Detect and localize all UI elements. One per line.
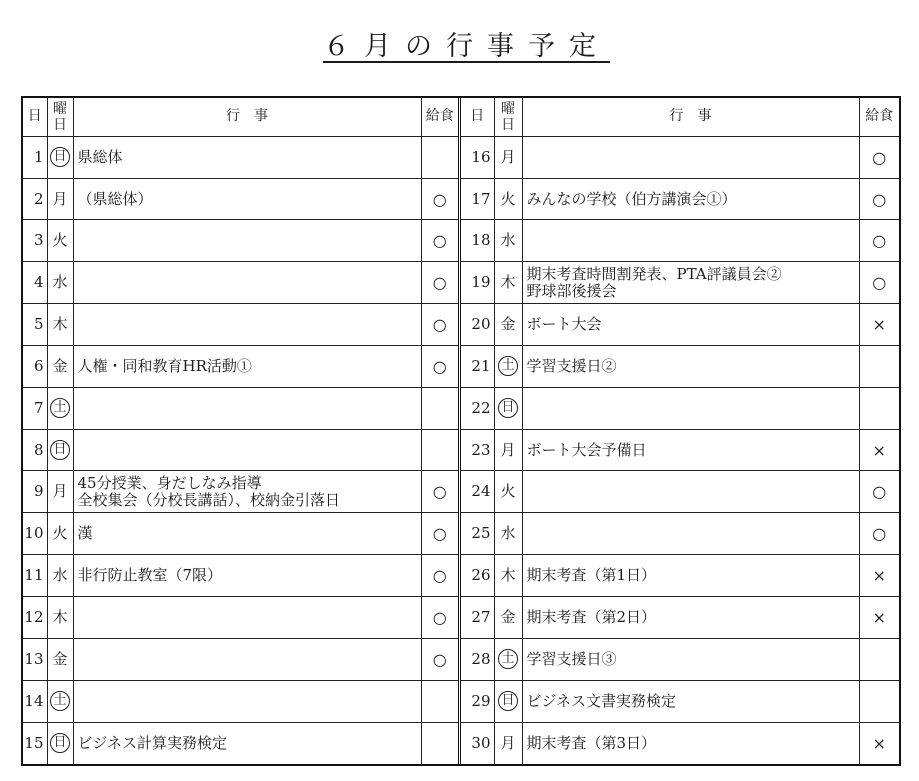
event-cell [522, 387, 859, 429]
day-cell: 20 [461, 304, 494, 346]
schedule-row [461, 345, 899, 387]
schedule-table-right [461, 98, 899, 764]
lunch-cell: ○ [421, 471, 458, 513]
weekday-cell [494, 555, 522, 597]
lunch-cell: ○ [859, 220, 899, 262]
weekday-label: 木 [52, 315, 68, 334]
schedule-row [23, 680, 458, 722]
event-cell [73, 136, 421, 178]
event-line: ビジネス計算実務検定 [77, 733, 228, 752]
header-lunch: 給食 [859, 98, 899, 136]
event-line: ビジネス文書実務検定 [526, 691, 677, 710]
header-weekday-line1: 曜 [501, 100, 515, 117]
schedule-row [23, 387, 458, 429]
event-cell [73, 178, 421, 220]
schedule-row [23, 304, 458, 346]
schedule-row [461, 722, 899, 764]
lunch-cell [421, 722, 458, 764]
event-cell [522, 513, 859, 555]
schedule-row [461, 513, 899, 555]
lunch-cell: ○ [859, 136, 899, 178]
event-cell [522, 722, 859, 764]
day-cell: 3 [23, 220, 47, 262]
lunch-cell: ○ [859, 262, 899, 304]
schedule-row [23, 555, 458, 597]
weekday-holiday-circled: 土 [498, 356, 518, 376]
weekday-cell [494, 345, 522, 387]
weekday-holiday-circled: 日 [50, 733, 70, 753]
day-cell: 4 [23, 262, 47, 304]
event-line: 野球部後援会 [526, 281, 617, 300]
schedule-row [461, 555, 899, 597]
schedule-row [23, 262, 458, 304]
day-cell: 15 [23, 722, 47, 764]
event-line: 全校集会（分校長講話）、校納金引落日 [77, 490, 341, 509]
schedule-row [461, 638, 899, 680]
day-cell: 6 [23, 345, 47, 387]
event-cell [73, 262, 421, 304]
event-cell [522, 597, 859, 639]
lunch-cell: × [859, 555, 899, 597]
schedule-row [461, 680, 899, 722]
weekday-cell [47, 345, 73, 387]
event-line: みんなの学校（伯方講演会①） [526, 189, 737, 208]
weekday-label: 水 [52, 273, 68, 292]
weekday-holiday-circled: 日 [50, 147, 70, 167]
schedule-row [461, 136, 899, 178]
weekday-label: 月 [500, 733, 516, 752]
weekday-cell [47, 471, 73, 513]
header-event: 行 事 [522, 98, 859, 136]
weekday-label: 金 [52, 356, 68, 375]
schedule-row [461, 262, 899, 304]
lunch-cell [421, 429, 458, 471]
day-cell: 30 [461, 722, 494, 764]
lunch-cell: × [859, 722, 899, 764]
weekday-label: 木 [52, 607, 68, 626]
weekday-cell [494, 136, 522, 178]
event-cell [522, 471, 859, 513]
weekday-label: 月 [500, 440, 516, 459]
lunch-cell [421, 136, 458, 178]
event-cell [73, 722, 421, 764]
header-row [461, 98, 899, 136]
schedule-row [461, 220, 899, 262]
lunch-cell [859, 638, 899, 680]
event-cell [522, 555, 859, 597]
lunch-cell [421, 680, 458, 722]
event-cell [73, 513, 421, 555]
weekday-holiday-circled: 土 [50, 398, 70, 418]
weekday-cell [47, 597, 73, 639]
schedule-row [461, 387, 899, 429]
weekday-label: 火 [500, 189, 516, 208]
day-cell: 21 [461, 345, 494, 387]
day-cell: 26 [461, 555, 494, 597]
schedule-row [23, 429, 458, 471]
header-row [23, 98, 458, 136]
schedule-row [23, 513, 458, 555]
weekday-cell [47, 638, 73, 680]
event-line: （県総体） [77, 189, 153, 208]
lunch-cell: × [859, 304, 899, 346]
lunch-cell: × [859, 429, 899, 471]
event-cell [522, 638, 859, 680]
weekday-cell [494, 220, 522, 262]
event-cell [522, 262, 859, 304]
schedule-half-left [23, 98, 461, 764]
day-cell: 28 [461, 638, 494, 680]
weekday-cell [494, 471, 522, 513]
event-line: 期末考査（第1日） [526, 566, 657, 585]
lunch-cell [859, 345, 899, 387]
weekday-holiday-circled: 日 [50, 440, 70, 460]
weekday-label: 月 [52, 189, 68, 208]
event-line: 漢 [77, 524, 93, 543]
day-cell: 27 [461, 597, 494, 639]
day-cell: 11 [23, 555, 47, 597]
day-cell: 5 [23, 304, 47, 346]
lunch-cell: ○ [421, 597, 458, 639]
lunch-cell [859, 680, 899, 722]
lunch-cell: ○ [421, 513, 458, 555]
header-weekday-line1: 曜 [53, 100, 67, 117]
schedule-row [461, 597, 899, 639]
schedule-row [461, 429, 899, 471]
day-cell: 1 [23, 136, 47, 178]
event-cell [522, 136, 859, 178]
event-line: 非行防止教室（7限） [77, 566, 223, 585]
page-title [0, 24, 919, 63]
event-line: 学習支援日② [526, 356, 617, 375]
day-cell: 7 [23, 387, 47, 429]
weekday-cell [47, 220, 73, 262]
lunch-cell: ○ [421, 220, 458, 262]
lunch-cell: ○ [859, 178, 899, 220]
event-cell [73, 304, 421, 346]
schedule-row [23, 178, 458, 220]
event-line: 期末考査（第3日） [526, 733, 657, 752]
weekday-label: 木 [500, 566, 516, 585]
weekday-label: 金 [500, 607, 516, 626]
event-cell [522, 304, 859, 346]
header-weekday-line2: 日 [53, 116, 67, 133]
header-day: 日 [23, 98, 47, 136]
schedule-row [461, 178, 899, 220]
event-cell [522, 680, 859, 722]
day-cell: 25 [461, 513, 494, 555]
weekday-cell [494, 597, 522, 639]
weekday-cell [47, 555, 73, 597]
day-cell: 24 [461, 471, 494, 513]
weekday-holiday-circled: 日 [498, 691, 518, 711]
day-cell: 17 [461, 178, 494, 220]
event-line: 期末考査時間割発表、PTA評議員会② [526, 264, 782, 283]
weekday-cell [47, 513, 73, 555]
event-cell [73, 345, 421, 387]
event-cell [522, 220, 859, 262]
event-cell [73, 680, 421, 722]
weekday-label: 金 [52, 649, 68, 668]
lunch-cell: × [859, 597, 899, 639]
weekday-label: 月 [500, 147, 516, 166]
event-line: ボート大会予備日 [526, 440, 647, 459]
day-cell: 23 [461, 429, 494, 471]
schedule-row [23, 722, 458, 764]
schedule-table-left [23, 98, 458, 764]
weekday-label: 火 [52, 231, 68, 250]
lunch-cell: ○ [859, 513, 899, 555]
weekday-cell [47, 429, 73, 471]
lunch-cell: ○ [421, 345, 458, 387]
day-cell: 13 [23, 638, 47, 680]
schedule-row [23, 220, 458, 262]
header-weekday-line2: 日 [501, 116, 515, 133]
header-event: 行 事 [73, 98, 421, 136]
lunch-cell: ○ [421, 638, 458, 680]
schedule-row [461, 304, 899, 346]
day-cell: 2 [23, 178, 47, 220]
event-cell [522, 429, 859, 471]
day-cell: 8 [23, 429, 47, 471]
schedule-row [23, 597, 458, 639]
lunch-cell: ○ [421, 555, 458, 597]
event-cell [73, 555, 421, 597]
weekday-label: 水 [500, 524, 516, 543]
weekday-label: 火 [500, 482, 516, 501]
header-lunch: 給食 [421, 98, 458, 136]
page-title-text: ６月の行事予定 [323, 31, 610, 62]
day-cell: 29 [461, 680, 494, 722]
event-line: 学習支援日③ [526, 649, 617, 668]
weekday-label: 火 [52, 524, 68, 543]
weekday-label: 木 [500, 273, 516, 292]
schedule-row [23, 471, 458, 513]
lunch-cell [859, 387, 899, 429]
event-cell [73, 220, 421, 262]
lunch-cell: ○ [859, 471, 899, 513]
day-cell: 16 [461, 136, 494, 178]
schedule-row [461, 471, 899, 513]
day-cell: 9 [23, 471, 47, 513]
day-cell: 19 [461, 262, 494, 304]
event-cell [73, 387, 421, 429]
weekday-cell [494, 722, 522, 764]
lunch-cell: ○ [421, 178, 458, 220]
lunch-cell [421, 387, 458, 429]
day-cell: 18 [461, 220, 494, 262]
weekday-cell [47, 387, 73, 429]
header-weekday [494, 98, 522, 136]
weekday-cell [494, 513, 522, 555]
day-cell: 22 [461, 387, 494, 429]
weekday-cell [494, 429, 522, 471]
weekday-cell [47, 722, 73, 764]
event-line: ボート大会 [526, 315, 602, 334]
header-weekday [47, 98, 73, 136]
weekday-cell [494, 304, 522, 346]
event-line: 45分授業、身だしなみ指導 [77, 473, 262, 492]
day-cell: 14 [23, 680, 47, 722]
schedule-half-right [461, 98, 899, 764]
lunch-cell: ○ [421, 262, 458, 304]
lunch-cell: ○ [421, 304, 458, 346]
event-line: 県総体 [77, 147, 123, 166]
weekday-cell [494, 638, 522, 680]
weekday-holiday-circled: 土 [50, 691, 70, 711]
weekday-cell [494, 387, 522, 429]
event-cell [522, 345, 859, 387]
weekday-label: 水 [500, 231, 516, 250]
event-cell [73, 638, 421, 680]
weekday-cell [494, 178, 522, 220]
event-cell [522, 178, 859, 220]
schedule-row [23, 136, 458, 178]
weekday-cell [47, 136, 73, 178]
schedule-row [23, 638, 458, 680]
header-day: 日 [461, 98, 494, 136]
event-line: 人権・同和教育HR活動① [77, 356, 252, 375]
day-cell: 12 [23, 597, 47, 639]
weekday-label: 金 [500, 315, 516, 334]
weekday-label: 水 [52, 566, 68, 585]
weekday-cell [47, 680, 73, 722]
event-cell [73, 597, 421, 639]
weekday-holiday-circled: 土 [498, 649, 518, 669]
event-cell [73, 471, 421, 513]
weekday-holiday-circled: 日 [498, 398, 518, 418]
weekday-cell [47, 304, 73, 346]
event-cell [73, 429, 421, 471]
weekday-cell [47, 262, 73, 304]
weekday-cell [47, 178, 73, 220]
day-cell: 10 [23, 513, 47, 555]
event-line: 期末考査（第2日） [526, 607, 657, 626]
schedule-sheet [21, 96, 901, 766]
weekday-cell [494, 262, 522, 304]
schedule-row [23, 345, 458, 387]
weekday-label: 月 [52, 482, 68, 501]
weekday-cell [494, 680, 522, 722]
